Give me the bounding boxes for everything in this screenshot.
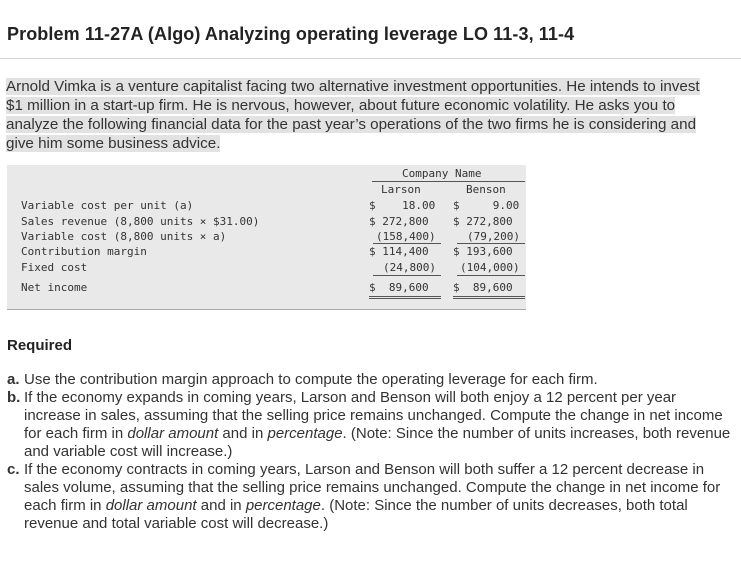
requirement-a <box>7 371 733 389</box>
larson-value: $ 18.00 <box>369 199 436 212</box>
row-label: Net income <box>21 281 88 294</box>
requirements-list <box>7 371 733 533</box>
benson-value: $ 9.00 <box>453 199 520 212</box>
total-double-underline <box>453 298 525 299</box>
requirement-emphasis: dollar amount <box>105 497 197 514</box>
row-label: Sales revenue (8,800 units × $31.00) <box>21 215 260 228</box>
row-label: Variable cost (8,800 units × a) <box>21 230 227 243</box>
row-label: Fixed cost <box>21 261 88 274</box>
requirement-text: If the economy expands in coming years, Larson and Benson will both enjoy a 12 percent per year increase in sales, assuming that the selling price remains unchanged. Compute the change in net income for each firm in <box>24 389 723 442</box>
header-underline <box>372 181 525 182</box>
intro-line: give him some business advice. <box>6 135 221 152</box>
requirement-text: and in <box>196 497 246 514</box>
requirement-text: and in <box>218 425 268 442</box>
company-name-header: Company Name <box>402 167 482 180</box>
benson-value: $ 272,800 <box>453 215 513 228</box>
requirement-letter: b. <box>7 389 21 406</box>
benson-value: (79,200) <box>467 230 520 243</box>
title-divider <box>0 58 741 59</box>
requirement-text: . (Note: Since the number of units increases, both revenue and variable cost will increase.) <box>24 425 731 460</box>
total-double-underline <box>453 296 525 297</box>
larson-value: $ 114,400 <box>369 245 429 258</box>
benson-value: $ 193,600 <box>453 245 513 258</box>
total-double-underline <box>369 298 441 299</box>
requirement-letter: a. <box>7 371 20 388</box>
problem-intro <box>6 77 734 153</box>
subtotal-underline <box>373 243 441 244</box>
column-header-benson: Benson <box>466 183 506 196</box>
subtotal-underline <box>457 243 525 244</box>
larson-value: $ 272,800 <box>369 215 429 228</box>
requirement-emphasis: percentage <box>245 497 321 514</box>
benson-value: (104,000) <box>460 261 520 274</box>
requirement-c <box>7 461 733 533</box>
requirement-b <box>7 389 733 461</box>
larson-value: $ 89,600 <box>369 281 429 294</box>
intro-line: analyze the following financial data for the past year’s operations of the two firms he is considering and <box>6 116 697 133</box>
requirement-text: Use the contribution margin approach to compute the operating leverage for each firm. <box>24 371 598 388</box>
requirement-text: . (Note: Since the number of units decreases, both total revenue and total variable cost will decrease.) <box>24 497 688 532</box>
intro-line: Arnold Vimka is a venture capitalist facing two alternative investment opportunities. He intends to invest <box>6 78 700 95</box>
requirement-emphasis: dollar amount <box>127 425 219 442</box>
requirement-text: If the economy contracts in coming years, Larson and Benson will both suffer a 12 percent decrease in sales volume, assuming that the selling price remains unchanged. Compute the change in net income for each firm in <box>24 461 721 514</box>
subtotal-underline <box>457 275 525 276</box>
financial-data-table <box>7 165 526 310</box>
column-header-larson: Larson <box>381 183 421 196</box>
requirement-emphasis: percentage <box>267 425 343 442</box>
total-double-underline <box>369 296 441 297</box>
requirement-letter: c. <box>7 461 20 478</box>
larson-value: (24,800) <box>383 261 436 274</box>
benson-value: $ 89,600 <box>453 281 513 294</box>
subtotal-underline <box>373 275 441 276</box>
intro-line: $1 million in a start-up firm. He is nervous, however, about future economic volatility. He asks you to <box>6 97 676 114</box>
problem-title: Problem 11-27A (Algo) Analyzing operating leverage LO 11-3, 11-4 <box>7 24 575 44</box>
larson-value: (158,400) <box>376 230 436 243</box>
row-label: Variable cost per unit (a) <box>21 199 194 212</box>
row-label: Contribution margin <box>21 245 147 258</box>
required-heading: Required <box>7 337 73 354</box>
